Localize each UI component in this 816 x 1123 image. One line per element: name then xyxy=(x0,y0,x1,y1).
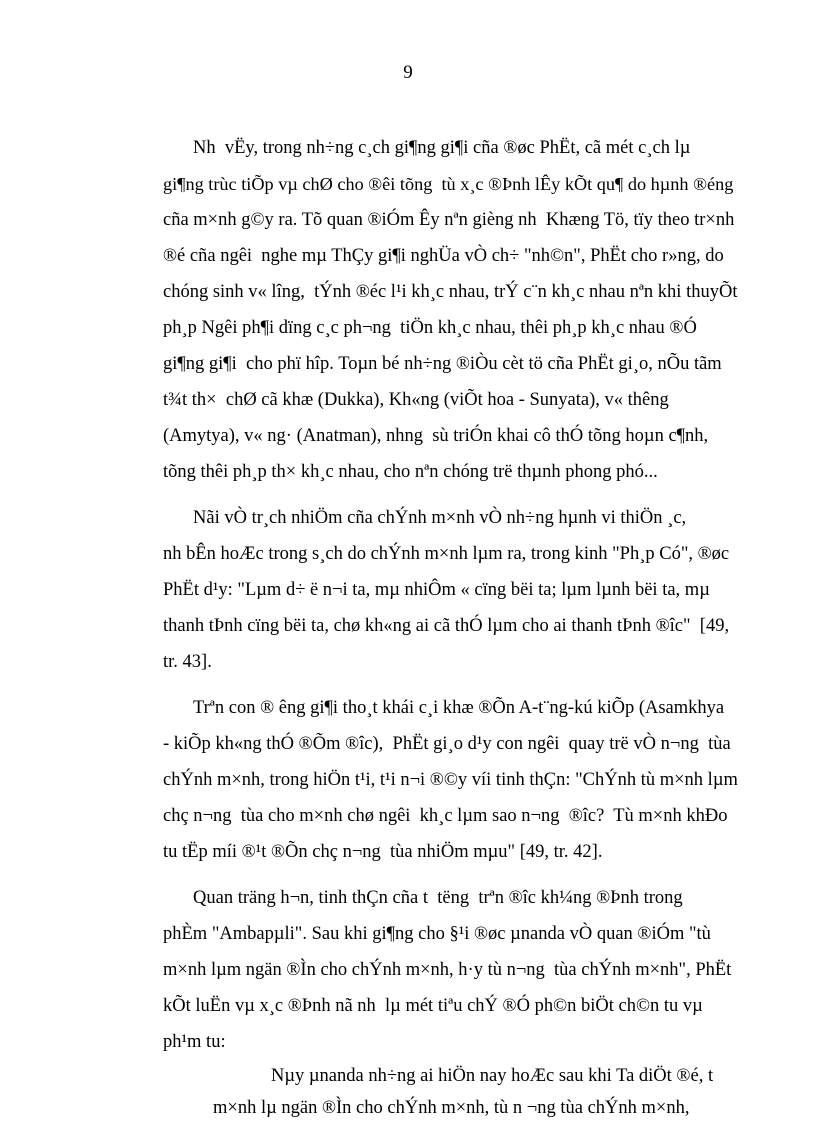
text-line: phÈm "Ambapµli". Sau khi gi¶ng cho §¹i ®øc µnanda vÒ quan ®iÓm "tù xyxy=(163,924,711,944)
text-line: chç n¬ng tùa cho m×nh chø ngêi kh¸c lµm sao n¬ng ®îc? Tù m×nh khÐo xyxy=(163,806,728,826)
text-line: ph¸p Ngêi ph¶i dïng c¸c ph¬ng tiÖn kh¸c nhau, thêi ph¸p kh¸c nhau ®Ó xyxy=(163,318,697,338)
text-line: chÝnh m×nh, trong hiÖn t¹i, t¹i n¬i ®©y víi tinh thÇn: "ChÝnh tù m×nh lµm xyxy=(163,770,738,790)
text-line: chóng sinh v« lîng, tÝnh ®éc l¹i kh¸c nhau, trÝ c¨n kh¸c nhau nªn khi thuyÕt xyxy=(163,282,738,302)
text-line: Nãi vÒ tr¸ch nhiÖm cña chÝnh m×nh vÒ nh÷ng hµnh vi thiÖn ¸c, xyxy=(193,508,687,528)
quote-line: m×nh lµ ngän ®Ìn cho chÝnh m×nh, tù n ¬ng tùa chÝnh m×nh, xyxy=(213,1098,690,1118)
text-line: ®é cña ngêi nghe mµ ThÇy gi¶i nghÜa vÒ ch÷ "nh©n", PhËt cho r»ng, do xyxy=(163,246,724,266)
text-line: t¾t th× chØ cã khæ (Dukka), Kh«ng (viÕt hoa - Sunyata), v« thêng xyxy=(163,390,669,410)
text-line: (Amytya), v« ng· (Anatman), nhng sù triÓn khai cô thÓ tõng hoµn c¶nh, xyxy=(163,426,709,446)
text-line: kÕt luËn vµ x¸c ®Þnh nã nh lµ mét tiªu chÝ ®Ó ph©n biÖt ch©n tu vµ xyxy=(163,996,703,1016)
text-line: m×nh lµm ngän ®Ìn cho chÝnh m×nh, h·y tù n¬ng tùa chÝnh m×nh", PhËt xyxy=(163,960,732,980)
text-line: cña m×nh g©y ra. Tõ quan ®iÓm Êy nªn gièng nh Khæng Tö, tïy theo tr×nh xyxy=(163,210,735,230)
text-line: tõng thêi ph¸p th× kh¸c nhau, cho nªn chóng trë thµnh phong phó... xyxy=(163,462,658,482)
text-line: gi¶ng gi¶i cho phï hîp. Toµn bé nh÷ng ®iÒu cèt tö cña PhËt gi¸o, nÕu tãm xyxy=(163,354,722,374)
text-line: Quan träng h¬n, tinh thÇn cña t tëng trªn ®îc kh¼ng ®Þnh trong xyxy=(193,888,683,908)
text-line: tu tËp míi ®¹t ®Õn chç n¬ng tùa nhiÖm mµu" [49, tr. 42]. xyxy=(163,842,603,862)
text-line: Nh vËy, trong nh÷ng c¸ch gi¶ng gi¶i cña ®øc PhËt, cã mét c¸ch lµ xyxy=(193,138,691,158)
text-line: thanh tÞnh cïng bëi ta, chø kh«ng ai cã thÓ lµm cho ai thanh tÞnh ®îc" [49, xyxy=(163,616,730,636)
text-line: gi¶ng trùc tiÕp vµ chØ cho ®êi tõng tù x¸c ®Þnh lÊy kÕt qu¶ do hµnh ®éng xyxy=(163,174,734,194)
text-line: tr. 43]. xyxy=(163,652,212,672)
text-line: PhËt d¹y: "Lµm d÷ ë n¬i ta, mµ nhiÔm « cïng bëi ta; lµm lµnh bëi ta, mµ xyxy=(163,580,710,600)
text-line: ph¹m tu: xyxy=(163,1032,226,1052)
page-number: 9 xyxy=(403,62,413,83)
text-line: Trªn con ® êng gi¶i tho¸t khái c¸i khæ ®Õn A-t¨ng-kú kiÕp (Asamkhya xyxy=(193,698,725,718)
text-line: - kiÕp kh«ng thÓ ®Õm ®îc), PhËt gi¸o d¹y con ngêi quay trë vÒ n¬ng tùa xyxy=(163,734,731,754)
quote-line: Nµy µnanda nh÷ng ai hiÖn nay hoÆc sau khi Ta diÖt ®é, t xyxy=(271,1066,714,1086)
text-line: nh bÊn hoÆc trong s¸ch do chÝnh m×nh lµm ra, trong kinh "Ph¸p Có", ®øc xyxy=(163,544,730,564)
